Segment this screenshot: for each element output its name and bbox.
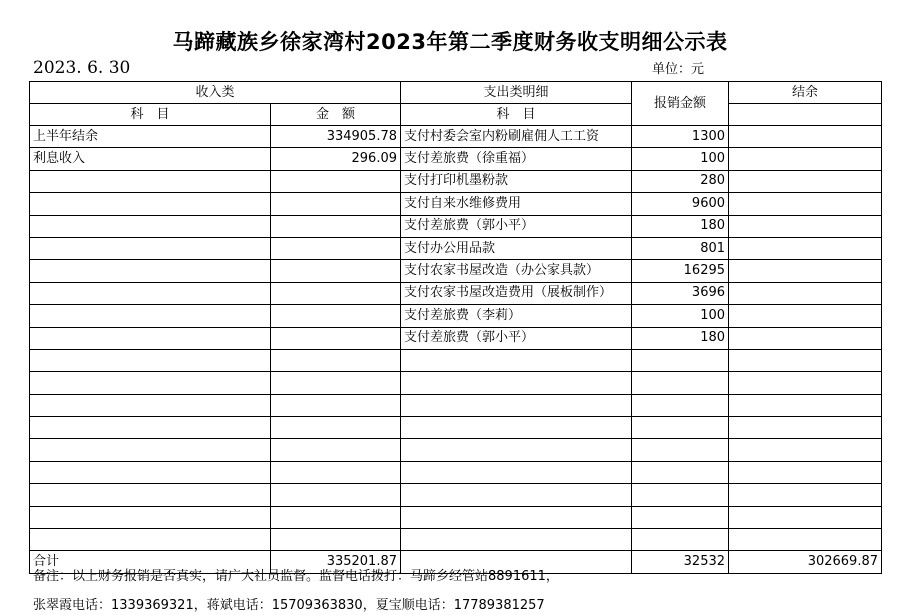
- expense-item-cell: [401, 394, 632, 416]
- table-row: [30, 193, 882, 215]
- income-amount-cell: [271, 193, 401, 215]
- table-row: [30, 305, 882, 327]
- income-amount-cell: [271, 439, 401, 461]
- expense-item-cell: 支付自来水维修费用: [401, 193, 632, 215]
- reimbursed-cell: [632, 417, 729, 439]
- expense-item-cell: [401, 529, 632, 551]
- balance-cell: [729, 327, 882, 349]
- expense-item-cell: 支付村委会室内粉刷雇佣人工工资: [401, 126, 632, 148]
- header-balance-blank: [729, 104, 882, 126]
- expense-item-cell: 支付差旅费（徐重福）: [401, 148, 632, 170]
- reimbursed-cell: [632, 461, 729, 483]
- header-item: 科 目: [30, 104, 271, 126]
- income-amount-cell: [271, 529, 401, 551]
- reimbursed-cell: 100: [632, 305, 729, 327]
- income-item-cell: [30, 260, 271, 282]
- income-item-cell: [30, 372, 271, 394]
- balance-cell: [729, 349, 882, 371]
- balance-cell: [729, 148, 882, 170]
- table-row: [30, 372, 882, 394]
- expense-item-cell: [401, 484, 632, 506]
- income-item-cell: [30, 282, 271, 304]
- income-item-cell: [30, 237, 271, 259]
- expense-item-cell: 支付差旅费（郭小平）: [401, 215, 632, 237]
- income-amount-cell: [271, 215, 401, 237]
- reimbursed-cell: 9600: [632, 193, 729, 215]
- income-amount-cell: [271, 484, 401, 506]
- reimbursed-cell: [632, 529, 729, 551]
- header-expense-group: 支出类明细: [401, 82, 632, 104]
- reimbursed-cell: [632, 349, 729, 371]
- reimbursed-cell: 280: [632, 170, 729, 192]
- income-item-cell: [30, 193, 271, 215]
- income-item-cell: [30, 439, 271, 461]
- page-title: 马蹄藏族乡徐家湾村2023年第二季度财务收支明细公示表: [172, 30, 728, 54]
- header-row-columns: [30, 104, 882, 126]
- table-row: [30, 282, 882, 304]
- reimbursed-cell: [632, 439, 729, 461]
- balance-cell: [729, 484, 882, 506]
- balance-cell: [729, 394, 882, 416]
- expense-item-cell: 支付差旅费（李莉）: [401, 305, 632, 327]
- balance-cell: [729, 461, 882, 483]
- expense-item-cell: 支付农家书屋改造费用（展板制作）: [401, 282, 632, 304]
- reimbursed-cell: 16295: [632, 260, 729, 282]
- income-amount-cell: 334905.78: [271, 126, 401, 148]
- table-row: [30, 327, 882, 349]
- income-amount-cell: [271, 282, 401, 304]
- reimbursed-cell: 180: [632, 215, 729, 237]
- table-row: [30, 260, 882, 282]
- header-income-group: 收入类: [30, 82, 401, 104]
- balance-cell: [729, 439, 882, 461]
- balance-cell: [729, 282, 882, 304]
- table-row: [30, 148, 882, 170]
- table-row: [30, 529, 882, 551]
- table-body: [30, 82, 882, 574]
- reimbursed-cell: [632, 372, 729, 394]
- expense-item-cell: [401, 417, 632, 439]
- header-row-group: [30, 82, 882, 104]
- table-row: [30, 349, 882, 371]
- income-item-cell: [30, 417, 271, 439]
- income-amount-cell: [271, 394, 401, 416]
- income-item-cell: [30, 484, 271, 506]
- income-amount-cell: [271, 237, 401, 259]
- balance-cell: [729, 237, 882, 259]
- expense-item-cell: 支付办公用品款: [401, 237, 632, 259]
- balance-cell: [729, 372, 882, 394]
- income-amount-cell: [271, 372, 401, 394]
- expense-item-cell: [401, 461, 632, 483]
- finance-table: [29, 81, 882, 574]
- balance-cell: [729, 215, 882, 237]
- income-amount-cell: [271, 461, 401, 483]
- income-item-cell: [30, 461, 271, 483]
- header-balance: 结余: [729, 82, 882, 104]
- expense-item-cell: 支付差旅费（郭小平）: [401, 327, 632, 349]
- income-amount-cell: [271, 417, 401, 439]
- table-row: [30, 461, 882, 483]
- income-amount-cell: [271, 327, 401, 349]
- income-amount-cell: [271, 260, 401, 282]
- income-item-cell: [30, 529, 271, 551]
- expense-item-cell: [401, 349, 632, 371]
- income-amount-cell: [271, 170, 401, 192]
- reimbursed-cell: 180: [632, 327, 729, 349]
- table-row: [30, 439, 882, 461]
- balance-cell: [729, 170, 882, 192]
- reimbursed-cell: 1300: [632, 126, 729, 148]
- table-row: [30, 170, 882, 192]
- income-item-cell: 利息收入: [30, 148, 271, 170]
- report-date: 2023. 6. 30: [33, 58, 131, 78]
- expense-item-cell: 支付打印机墨粉款: [401, 170, 632, 192]
- expense-item-cell: 支付农家书屋改造（办公家具款）: [401, 260, 632, 282]
- reimbursed-cell: 3696: [632, 282, 729, 304]
- reimbursed-cell: [632, 394, 729, 416]
- expense-item-cell: [401, 439, 632, 461]
- income-item-cell: [30, 170, 271, 192]
- header-reimbursed: 报销金额: [632, 82, 729, 126]
- balance-cell: [729, 417, 882, 439]
- income-item-cell: [30, 394, 271, 416]
- reimbursed-cell: 801: [632, 237, 729, 259]
- income-item-cell: [30, 327, 271, 349]
- balance-cell: [729, 529, 882, 551]
- income-amount-cell: [271, 506, 401, 528]
- total-balance: 302669.87: [729, 551, 882, 573]
- table-row: [30, 484, 882, 506]
- table-row: [30, 417, 882, 439]
- table-row: [30, 394, 882, 416]
- balance-cell: [729, 126, 882, 148]
- balance-cell: [729, 305, 882, 327]
- table-row: [30, 506, 882, 528]
- note-line-1: 备注：以上财务报销是否真实，请广大社员监督。监督电话拨打：马蹄乡经管站8891611，: [33, 569, 559, 584]
- note-line-2: 张翠霞电话：1339369321，蒋斌电话：15709363830，夏宝顺电话：17789381257: [33, 598, 545, 613]
- reimbursed-cell: [632, 484, 729, 506]
- balance-cell: [729, 506, 882, 528]
- header-expense-item: 科 目: [401, 104, 632, 126]
- total-income-amount: 335201.87: [271, 551, 401, 573]
- income-item-cell: [30, 305, 271, 327]
- reimbursed-cell: [632, 506, 729, 528]
- header-amount: 金 额: [271, 104, 401, 126]
- table-row: [30, 215, 882, 237]
- expense-item-cell: [401, 372, 632, 394]
- income-item-cell: [30, 215, 271, 237]
- total-reimbursed: 32532: [632, 551, 729, 573]
- income-item-cell: [30, 506, 271, 528]
- table-row: [30, 126, 882, 148]
- unit-label: 单位：元: [652, 62, 705, 77]
- table-row: [30, 237, 882, 259]
- balance-cell: [729, 193, 882, 215]
- total-label: 合计: [30, 551, 271, 573]
- income-amount-cell: 296.09: [271, 148, 401, 170]
- expense-item-cell: [401, 506, 632, 528]
- income-amount-cell: [271, 349, 401, 371]
- income-amount-cell: [271, 305, 401, 327]
- balance-cell: [729, 260, 882, 282]
- income-item-cell: [30, 349, 271, 371]
- reimbursed-cell: 100: [632, 148, 729, 170]
- income-item-cell: 上半年结余: [30, 126, 271, 148]
